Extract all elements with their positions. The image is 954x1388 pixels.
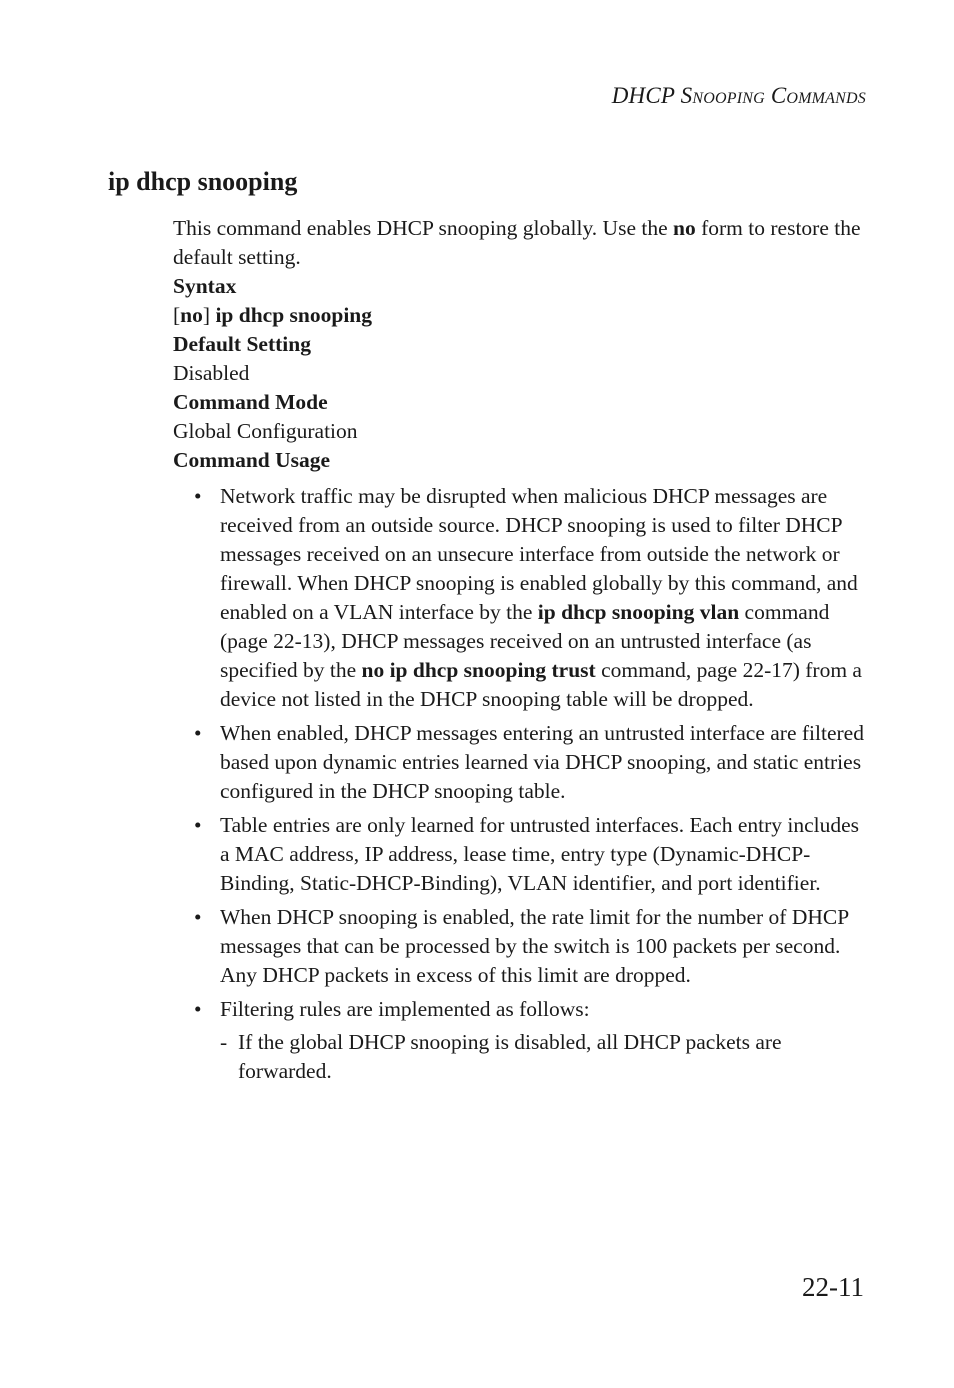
syntax-command: ip dhcp snooping (215, 303, 372, 327)
keyword-no: no (673, 216, 696, 240)
command-usage-heading: Command Usage (173, 448, 331, 472)
dash: - (220, 1030, 228, 1054)
default-setting-heading: Default Setting (173, 332, 311, 356)
command-mode-heading: Command Mode (173, 390, 328, 414)
syntax-heading: Syntax (173, 274, 237, 298)
usage-list (173, 482, 865, 1086)
running-head-part: DHCP S (611, 83, 693, 108)
running-head-smallcaps: OMMANDS (786, 90, 866, 107)
bullet: • (194, 484, 202, 508)
command-description (173, 214, 865, 1091)
running-head-smallcaps: NOOPING (692, 90, 765, 107)
default-setting-value: Disabled (173, 361, 250, 385)
command-mode-value: Global Configuration (173, 419, 358, 443)
list-item: • Network traffic may be disrupted when malicious DHCP messages are received from an outside source. DHCP snooping is used to filter DHCP messages received on an unsecure interface from outside the network or firewall. When DHCP snooping is enabled globally by this command, and enabled on a VLAN interface by the ip dhcp snooping vlan command (page 22-13), DHCP messages received on an untrusted interface (as specified by the no ip dhcp snooping trust command, page 22-17) from a device not listed in the DHCP snooping table will be dropped. (194, 484, 862, 711)
running-head (612, 83, 866, 109)
running-head-part: C (764, 83, 787, 108)
syntax-keyword-no: no (180, 303, 203, 327)
list-item: • Filtering rules are implemented as follows: - If the global DHCP snooping is disabled, all DHCP packets are forwarded. (173, 995, 865, 1086)
bullet: • (194, 721, 202, 745)
intro-paragraph: This command enables DHCP snooping globally. Use the no form to restore the default setting. (173, 216, 861, 269)
command-reference: no ip dhcp snooping trust (361, 658, 596, 682)
list-item: • Table entries are only learned for untrusted interfaces. Each entry includes a MAC address, IP address, lease time, entry type (Dynamic-DHCP-Binding, Static-DHCP-Binding), VLAN identifier, and port identifier. (194, 813, 860, 895)
list-item: • When enabled, DHCP messages entering an untrusted interface are filtered based upon dynamic entries learned via DHCP snooping, and static entries configured in the DHCP snooping table. (194, 721, 864, 803)
command-title: ip dhcp snooping (108, 167, 298, 196)
bullet: • (194, 997, 202, 1021)
list-item: • When DHCP snooping is enabled, the rate limit for the number of DHCP messages that can be processed by the switch is 100 packets per second. Any DHCP packets in excess of this limit are dropped. (194, 905, 849, 987)
bullet: • (194, 813, 202, 837)
sub-list-item: - If the global DHCP snooping is disabled, all DHCP packets are forwarded. (220, 1030, 782, 1083)
bullet: • (194, 905, 202, 929)
sub-list (220, 1028, 865, 1086)
page-number: 22-11 (802, 1272, 864, 1302)
syntax-line: [no] ip dhcp snooping (173, 303, 372, 327)
command-reference: ip dhcp snooping vlan (537, 600, 740, 624)
